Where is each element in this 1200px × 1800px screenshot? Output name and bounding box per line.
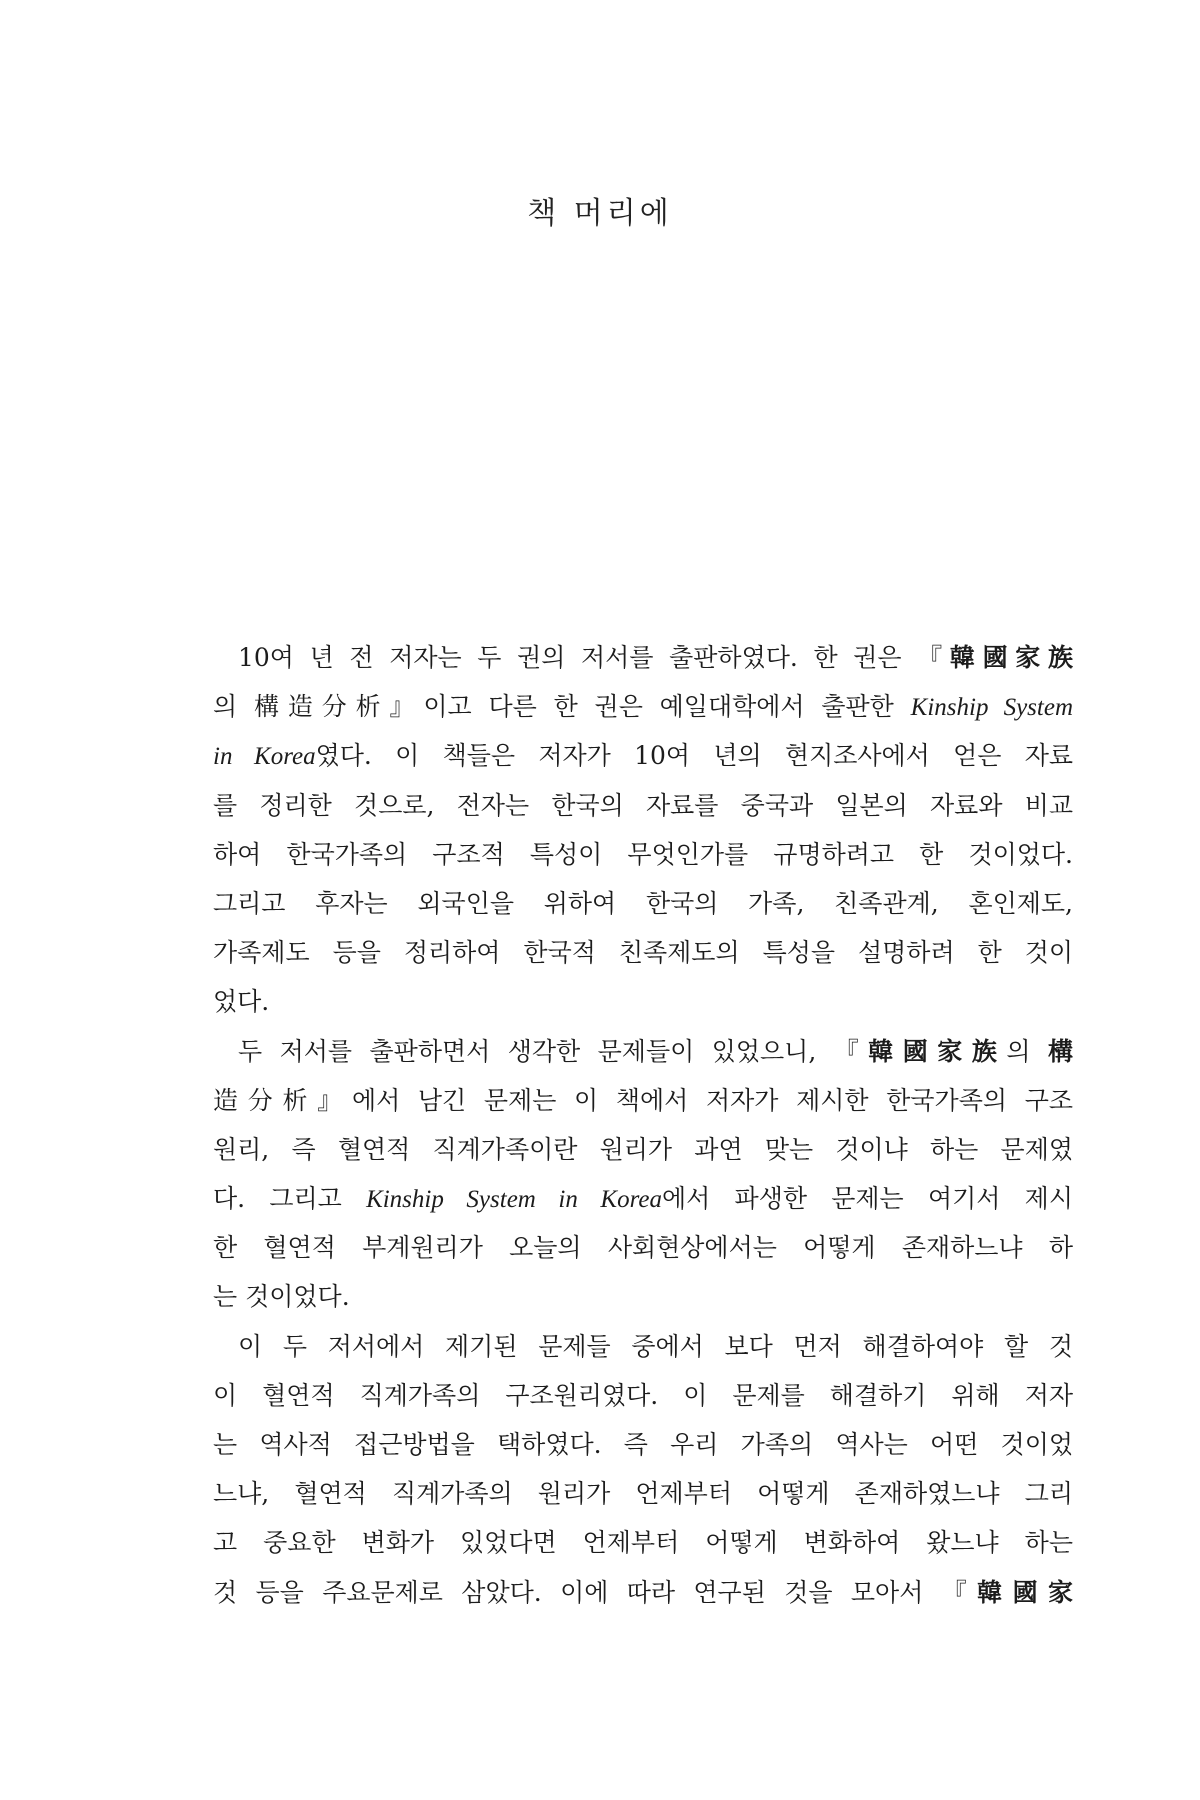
text-line bbox=[213, 1272, 1073, 1321]
text-line bbox=[213, 1371, 1073, 1420]
text-segment: 는 것이었다. bbox=[213, 1282, 350, 1312]
text-segment: 느냐, 혈연적 직계가족의 원리가 언제부터 어떻게 존재하였느냐 그리 bbox=[213, 1479, 1073, 1509]
text-line bbox=[213, 977, 1073, 1026]
text-segment: 構 bbox=[1047, 1036, 1073, 1066]
text-segment: 韓國家族 bbox=[949, 643, 1073, 672]
text-segment: 한 혈연적 부계원리가 오늘의 사회현상에서는 어떻게 존재하느냐 하 bbox=[213, 1233, 1073, 1263]
text-segment: Kinship System in Korea bbox=[366, 1186, 662, 1214]
text-segment: Kinship System bbox=[910, 694, 1073, 722]
text-line bbox=[213, 1027, 1073, 1076]
text-segment: 韓國家族 bbox=[868, 1036, 1007, 1066]
text-line bbox=[213, 928, 1073, 977]
text-line bbox=[213, 1223, 1073, 1272]
text-segment: 造分析』에서 남긴 문제는 이 책에서 저자가 제시한 한국가족의 구조 bbox=[213, 1085, 1073, 1115]
text-segment: 두 저서를 출판하면서 생각한 문제들이 있었으니, 『 bbox=[238, 1036, 869, 1066]
text-line bbox=[213, 1420, 1073, 1469]
text-segment: 의 bbox=[1006, 1036, 1048, 1066]
text-line bbox=[213, 1322, 1073, 1371]
text-segment: 었다. bbox=[213, 987, 270, 1017]
text-segment: 에서 파생한 문제는 여기서 제시 bbox=[661, 1184, 1073, 1214]
text-segment: 의 構造分析』이고 다른 한 권은 예일대학에서 출판한 bbox=[213, 692, 911, 722]
text-segment: 가족제도 등을 정리하여 한국적 친족제도의 특성을 설명하려 한 것이 bbox=[213, 938, 1073, 968]
text-line bbox=[213, 682, 1073, 731]
text-line bbox=[213, 781, 1073, 830]
text-segment: 를 정리한 것으로, 전자는 한국의 자료를 중국과 일본의 자료와 비교 bbox=[213, 790, 1073, 820]
text-line bbox=[213, 830, 1073, 879]
text-segment: 이 두 저서에서 제기된 문제들 중에서 보다 먼저 해결하여야 할 것 bbox=[238, 1331, 1073, 1361]
text-segment: 그리고 후자는 외국인을 위하여 한국의 가족, 친족관계, 혼인제도, bbox=[213, 888, 1073, 918]
text-line bbox=[213, 1469, 1073, 1518]
page-title: 책 머리에 bbox=[527, 196, 673, 231]
text-segment: 였다. 이 책들은 저자가 10여 년의 현지조사에서 얻은 자료 bbox=[315, 741, 1073, 771]
text-line bbox=[213, 879, 1073, 928]
text-segment: in Korea bbox=[213, 743, 316, 771]
text-line bbox=[213, 731, 1073, 780]
text-segment: 이 혈연적 직계가족의 구조원리였다. 이 문제를 해결하기 위해 저자 bbox=[213, 1380, 1073, 1410]
text-segment: 것 등을 주요문제로 삼았다. 이에 따라 연구된 것을 모아서 『 bbox=[213, 1577, 978, 1607]
text-line bbox=[213, 1518, 1073, 1567]
text-line bbox=[213, 1568, 1073, 1617]
text-line bbox=[213, 1125, 1073, 1174]
text-segment: 원리, 즉 혈연적 직계가족이란 원리가 과연 맞는 것이냐 하는 문제였 bbox=[213, 1134, 1073, 1164]
preface-body bbox=[213, 633, 1073, 1617]
text-segment: 는 역사적 접근방법을 택하였다. 즉 우리 가족의 역사는 어떤 것이었 bbox=[213, 1430, 1073, 1459]
text-line bbox=[213, 1076, 1073, 1125]
text-segment: 다. 그리고 bbox=[213, 1184, 367, 1214]
text-segment: 고 중요한 변화가 있었다면 언제부터 어떻게 변화하여 왔느냐 하는 bbox=[213, 1528, 1073, 1558]
text-segment: 10여 년 전 저자는 두 권의 저서를 출판하였다. 한 권은 『 bbox=[238, 643, 950, 672]
text-line bbox=[213, 633, 1073, 682]
text-segment: 韓國家 bbox=[977, 1577, 1073, 1607]
text-line bbox=[213, 1174, 1073, 1223]
text-segment: 하여 한국가족의 구조적 특성이 무엇인가를 규명하려고 한 것이었다. bbox=[213, 839, 1073, 869]
